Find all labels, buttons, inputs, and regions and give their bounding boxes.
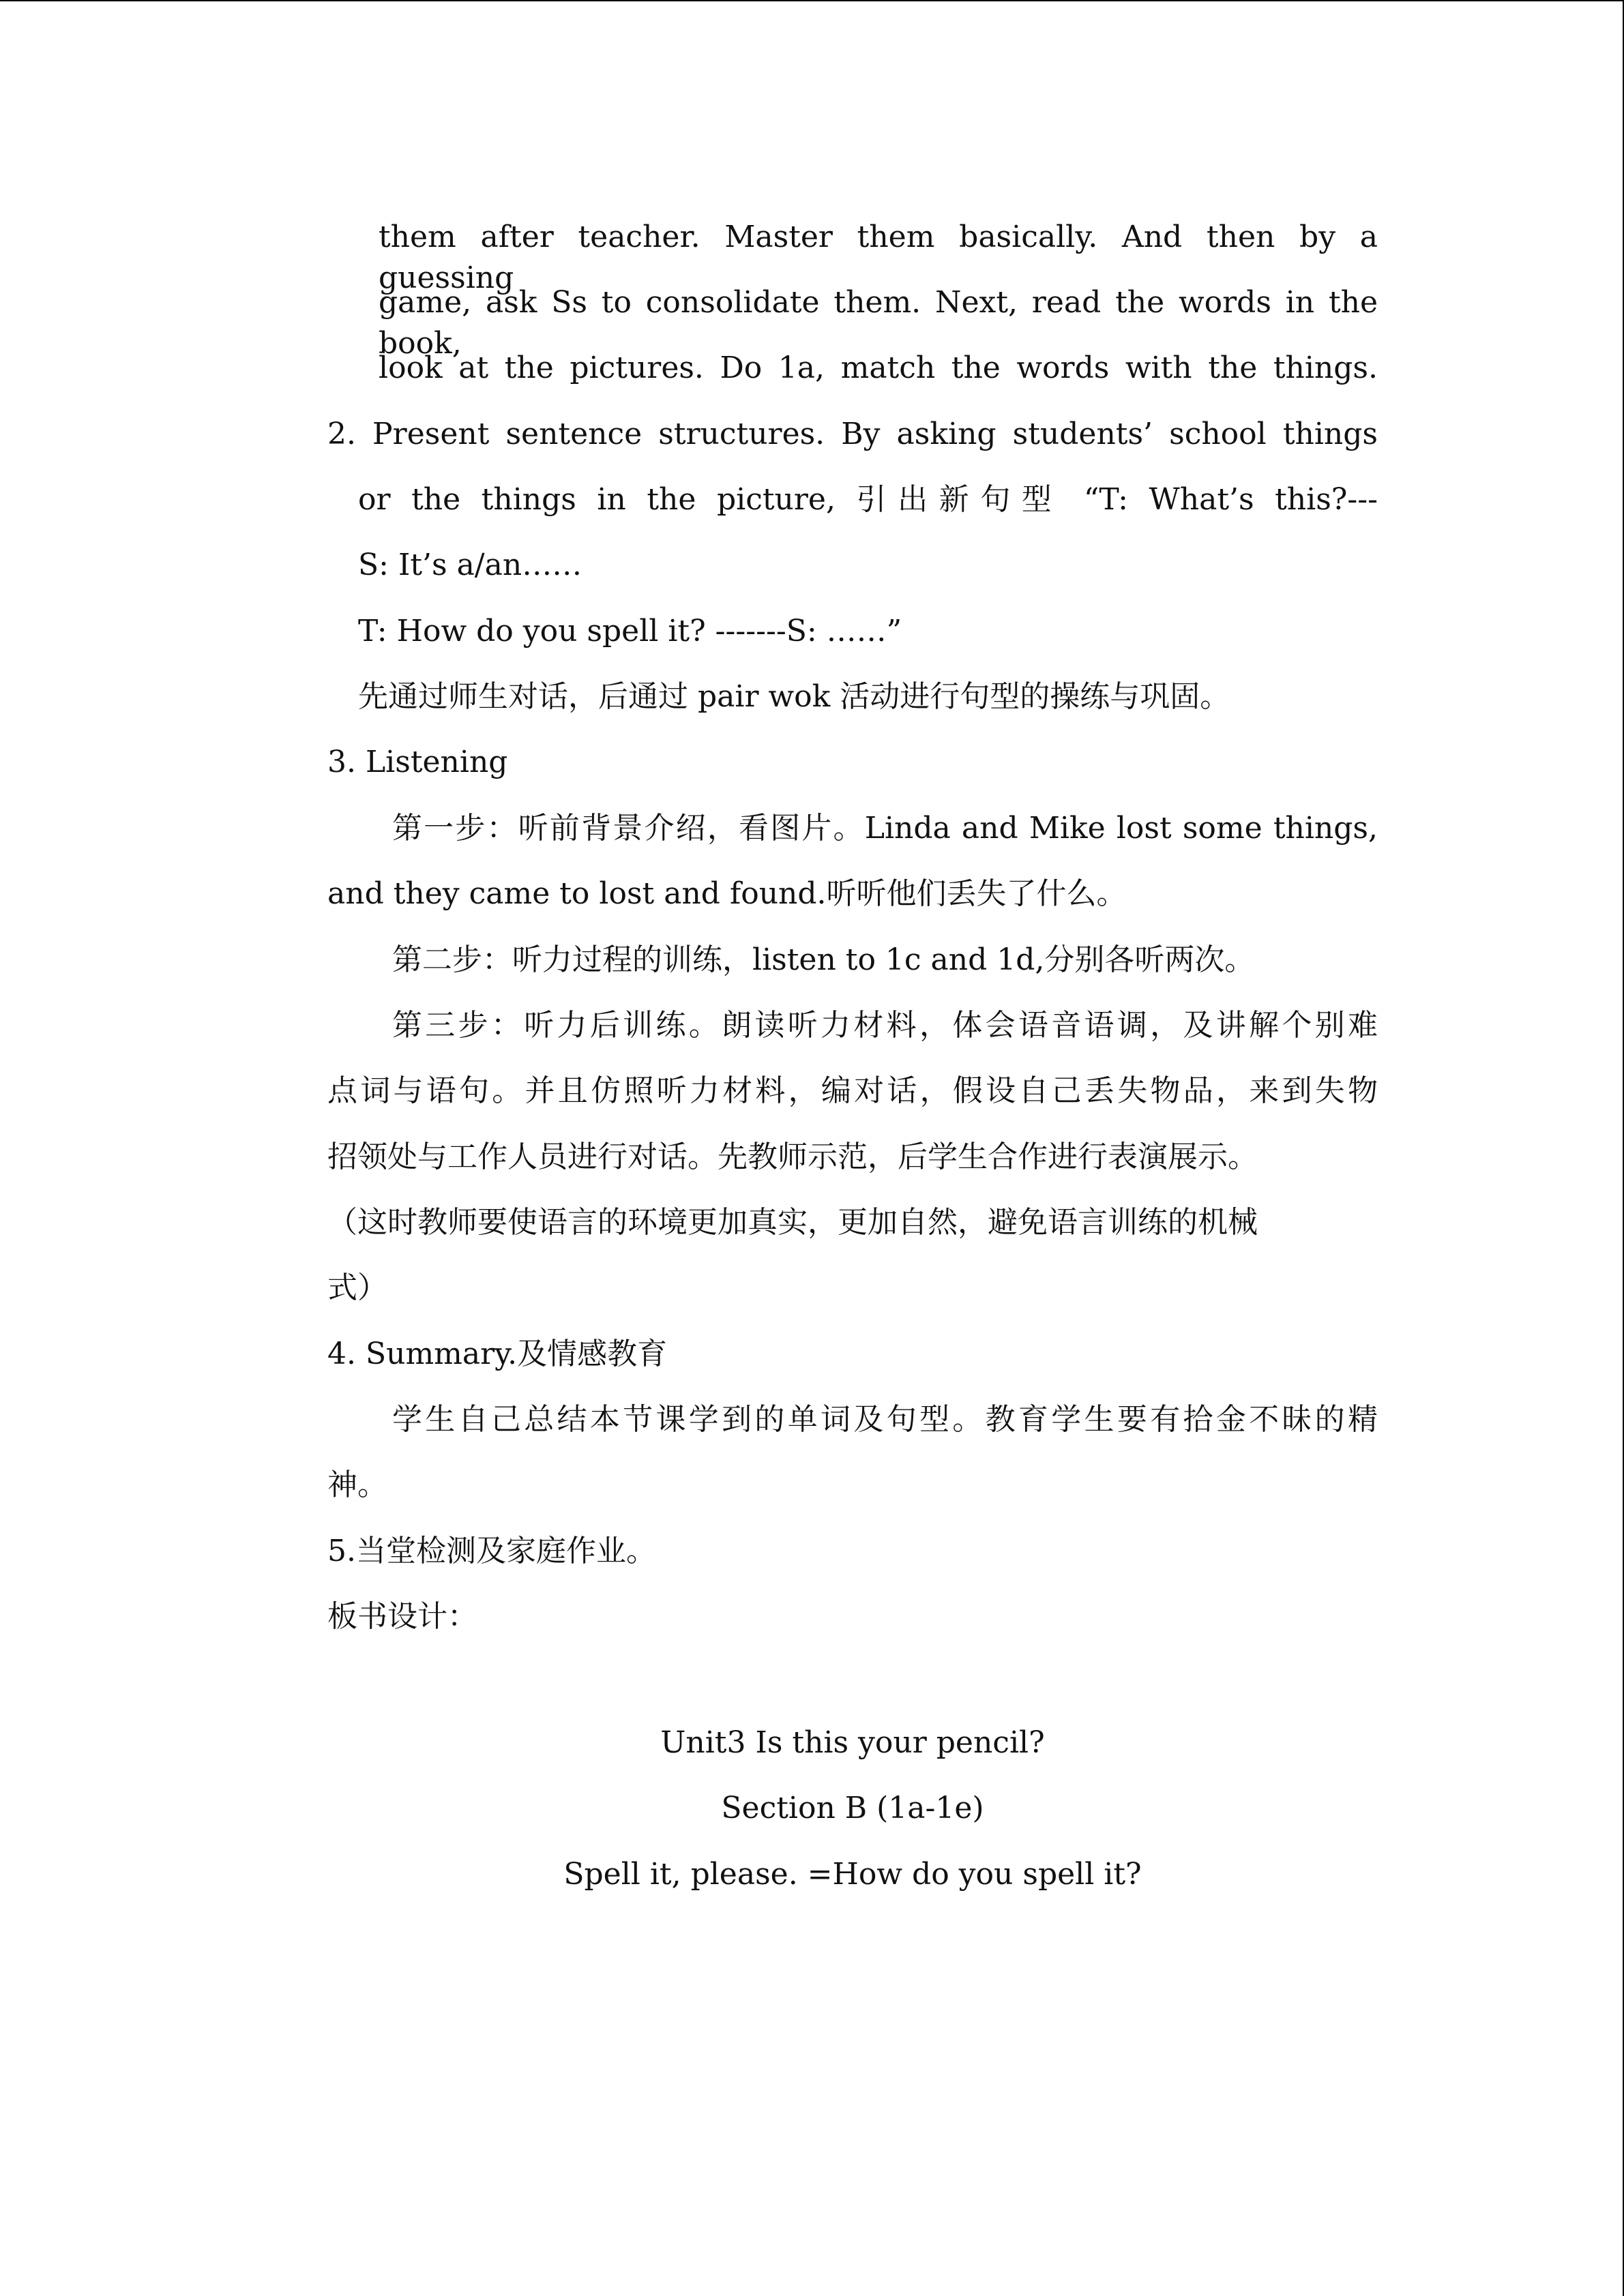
text-line: 第一步：听前背景介绍，看图片。Linda and Mike lost some things, <box>392 811 1378 846</box>
board-title: Unit3 Is this your pencil? <box>660 1725 1045 1760</box>
text-line: and they came to lost and found.听听他们丢失了什么。 <box>327 876 1127 911</box>
text-line: （这时教师要使语言的环境更加真实，更加自然，避免语言训练的机械 <box>327 1205 1258 1240</box>
board-phrase: Spell it, please. =How do you spell it? <box>563 1857 1142 1892</box>
text-line: T: How do you spell it? -------S: ……” <box>358 614 902 648</box>
text-line: S: It’s a/an…… <box>358 548 582 582</box>
section-heading: 4. Summary.及情感教育 <box>327 1337 668 1371</box>
text-line: them after teacher. Master them basically. And then by a guessing <box>379 220 1378 295</box>
text-line: 学生自己总结本节课学到的单词及句型。教育学生要有拾金不昧的精 <box>392 1402 1378 1437</box>
section-heading: 板书设计： <box>327 1599 477 1634</box>
text-line: or the things in the picture, 引出新句型 “T: What’s this?--- <box>358 482 1378 517</box>
text-line: game, ask Ss to consolidate them. Next, read the words in the book, <box>379 285 1378 361</box>
text-line: 2. Present sentence structures. By asking students’ school things <box>327 417 1378 451</box>
text-line: 第二步：听力过程的训练，listen to 1c and 1d,分别各听两次。 <box>392 942 1255 977</box>
text-line: 第三步：听力后训练。朗读听力材料，体会语音语调，及讲解个别难 <box>392 1008 1378 1043</box>
section-heading: 3. Listening <box>327 745 508 779</box>
text-line: 式） <box>327 1270 387 1305</box>
section-heading: 5.当堂检测及家庭作业。 <box>327 1534 656 1568</box>
text-line: 招领处与工作人员进行对话。先教师示范，后学生合作进行表演展示。 <box>327 1139 1258 1174</box>
text-line: 先通过师生对话，后通过 pair wok 活动进行句型的操练与巩固。 <box>358 679 1230 714</box>
text-line: 神。 <box>327 1467 387 1502</box>
board-section: Section B (1a-1e) <box>721 1791 984 1825</box>
text-line: look at the pictures. Do 1a, match the words with the things. <box>379 351 1378 385</box>
text-line: 点词与语句。并且仿照听力材料，编对话，假设自己丢失物品，来到失物 <box>327 1073 1378 1108</box>
